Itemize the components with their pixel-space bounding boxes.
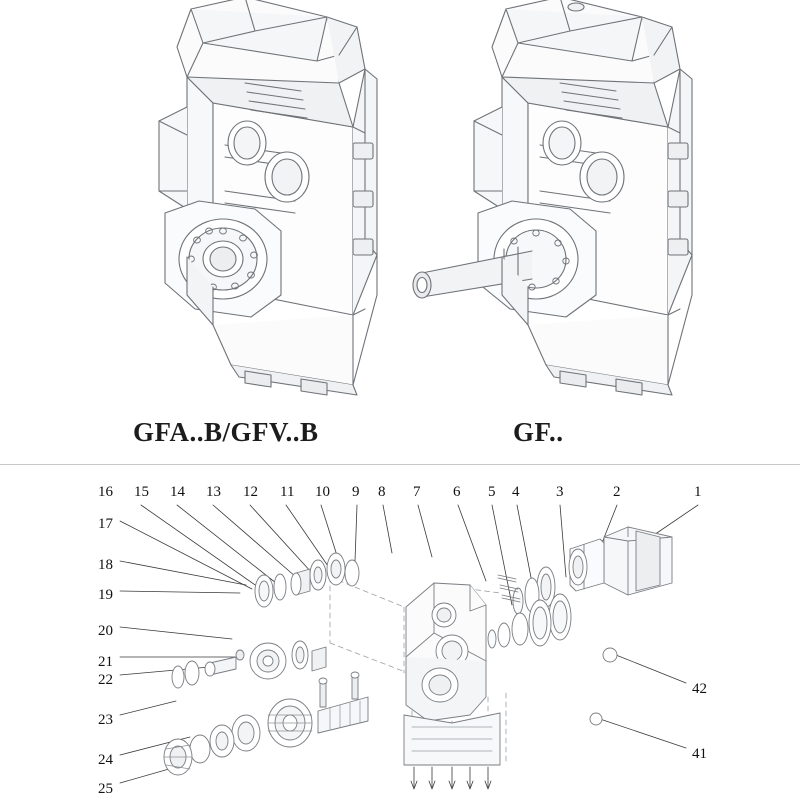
part-number-15: 15	[134, 484, 149, 500]
part-number-8: 8	[378, 484, 386, 500]
part-number-41: 41	[692, 746, 707, 762]
caption-gfab-gfvb: GFA..B/GFV..B	[133, 417, 319, 447]
part-number-16: 16	[98, 484, 113, 500]
caption-gf: GF..	[513, 417, 564, 447]
part-number-1: 1	[694, 484, 702, 500]
part-number-21: 21	[98, 654, 113, 670]
part-number-17: 17	[98, 516, 113, 532]
part-number-22: 22	[98, 672, 113, 688]
part-number-20: 20	[98, 623, 113, 639]
part-number-3: 3	[556, 484, 564, 500]
part-number-4: 4	[512, 484, 520, 500]
part-number-42: 42	[692, 681, 707, 697]
part-number-5: 5	[488, 484, 496, 500]
part-number-7: 7	[413, 484, 421, 500]
part-number-25: 25	[98, 781, 113, 797]
part-number-13: 13	[206, 484, 221, 500]
part-number-2: 2	[613, 484, 621, 500]
part-number-24: 24	[98, 752, 113, 768]
part-number-18: 18	[98, 557, 113, 573]
gearbox-drawing-gfab-gfvb	[95, 0, 395, 405]
gearbox-drawing-gf	[400, 0, 710, 405]
part-number-10: 10	[315, 484, 330, 500]
part-number-14: 14	[170, 484, 185, 500]
part-number-12: 12	[243, 484, 258, 500]
part-number-9: 9	[352, 484, 360, 500]
exploded-parts-diagram	[0, 465, 800, 800]
part-number-19: 19	[98, 587, 113, 603]
part-number-6: 6	[453, 484, 461, 500]
part-number-23: 23	[98, 712, 113, 728]
part-number-11: 11	[280, 484, 295, 500]
